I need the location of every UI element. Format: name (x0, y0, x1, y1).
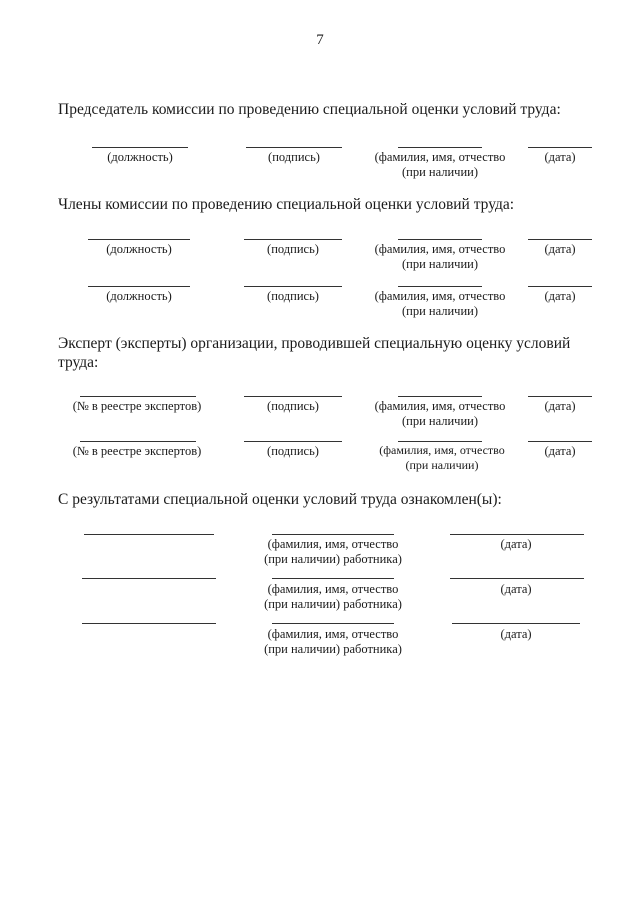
position-caption: (должность) (106, 289, 172, 303)
date-line (528, 147, 592, 148)
name-caption-line1: (фамилия, имя, отчество (267, 537, 399, 551)
experts-heading-line2: труда: (58, 354, 99, 371)
signature-caption: (подпись) (267, 289, 319, 303)
name-caption-line1: (фамилия, имя, отчество (267, 582, 399, 596)
signature-caption: (подпись) (267, 399, 319, 413)
worker-signature-line (84, 534, 214, 535)
position-line (88, 239, 190, 240)
date-line (452, 623, 580, 624)
name-caption-line2: (при наличии) (401, 304, 479, 318)
date-caption: (дата) (544, 444, 576, 458)
name-caption-line2: (при наличии) работника) (264, 552, 402, 566)
position-caption: (должность) (107, 150, 173, 164)
signature-line (244, 396, 342, 397)
date-caption: (дата) (544, 399, 576, 413)
name-line (398, 396, 482, 397)
chairman-heading: Председатель комиссии по проведению специальной оценки условий труда: (58, 101, 561, 118)
signature-caption: (подпись) (268, 150, 320, 164)
name-line (398, 441, 482, 442)
signature-line (244, 239, 342, 240)
date-line (528, 286, 592, 287)
name-caption-line2: (при наличии) (401, 414, 479, 428)
name-caption-line1: (фамилия, имя, отчество (374, 150, 506, 164)
name-line (398, 239, 482, 240)
registry-caption: (№ в реестре экспертов) (72, 399, 202, 413)
worker-signature-line (82, 578, 216, 579)
name-line (398, 286, 482, 287)
date-line (450, 534, 584, 535)
name-caption-line2: (при наличии) работника) (264, 642, 402, 656)
page-number: 7 (316, 32, 324, 48)
name-line (272, 623, 394, 624)
name-caption-line2: (при наличии) (401, 165, 479, 179)
acquainted-heading: С результатами специальной оценки условий труда ознакомлен(ы): (58, 491, 502, 508)
name-caption-line1: (фамилия, имя, отчество (374, 399, 506, 413)
date-caption: (дата) (544, 289, 576, 303)
registry-line (80, 441, 196, 442)
name-line (272, 534, 394, 535)
date-caption: (дата) (500, 582, 532, 596)
date-line (528, 239, 592, 240)
signature-line (246, 147, 342, 148)
registry-caption: (№ в реестре экспертов) (72, 444, 202, 458)
signature-caption: (подпись) (267, 444, 319, 458)
signature-caption: (подпись) (267, 242, 319, 256)
position-caption: (должность) (106, 242, 172, 256)
name-caption-line1: (фамилия, имя, отчество (374, 289, 506, 303)
name-caption-line1: (фамилия, имя, отчество (374, 242, 506, 256)
worker-signature-line (82, 623, 216, 624)
date-line (528, 396, 592, 397)
date-line (450, 578, 584, 579)
date-line (528, 441, 592, 442)
position-line (92, 147, 188, 148)
name-caption-line2: (при наличии) работника) (264, 597, 402, 611)
name-caption-line2: (при наличии) (401, 257, 479, 271)
name-line (272, 578, 394, 579)
name-caption-line1: (фамилия, имя, отчество (267, 627, 399, 641)
name-line (398, 147, 482, 148)
signature-line (244, 286, 342, 287)
position-line (88, 286, 190, 287)
date-caption: (дата) (544, 242, 576, 256)
name-caption-line2: (при наличии) (405, 458, 479, 472)
date-caption: (дата) (500, 537, 532, 551)
experts-heading-line1: Эксперт (эксперты) организации, проводившей специальную оценку условий (58, 335, 571, 352)
name-caption-line1: (фамилия, имя, отчество (379, 443, 505, 457)
date-caption: (дата) (544, 150, 576, 164)
registry-line (80, 396, 196, 397)
signature-line (244, 441, 342, 442)
date-caption: (дата) (500, 627, 532, 641)
members-heading: Члены комиссии по проведению специальной оценки условий труда: (58, 196, 515, 213)
